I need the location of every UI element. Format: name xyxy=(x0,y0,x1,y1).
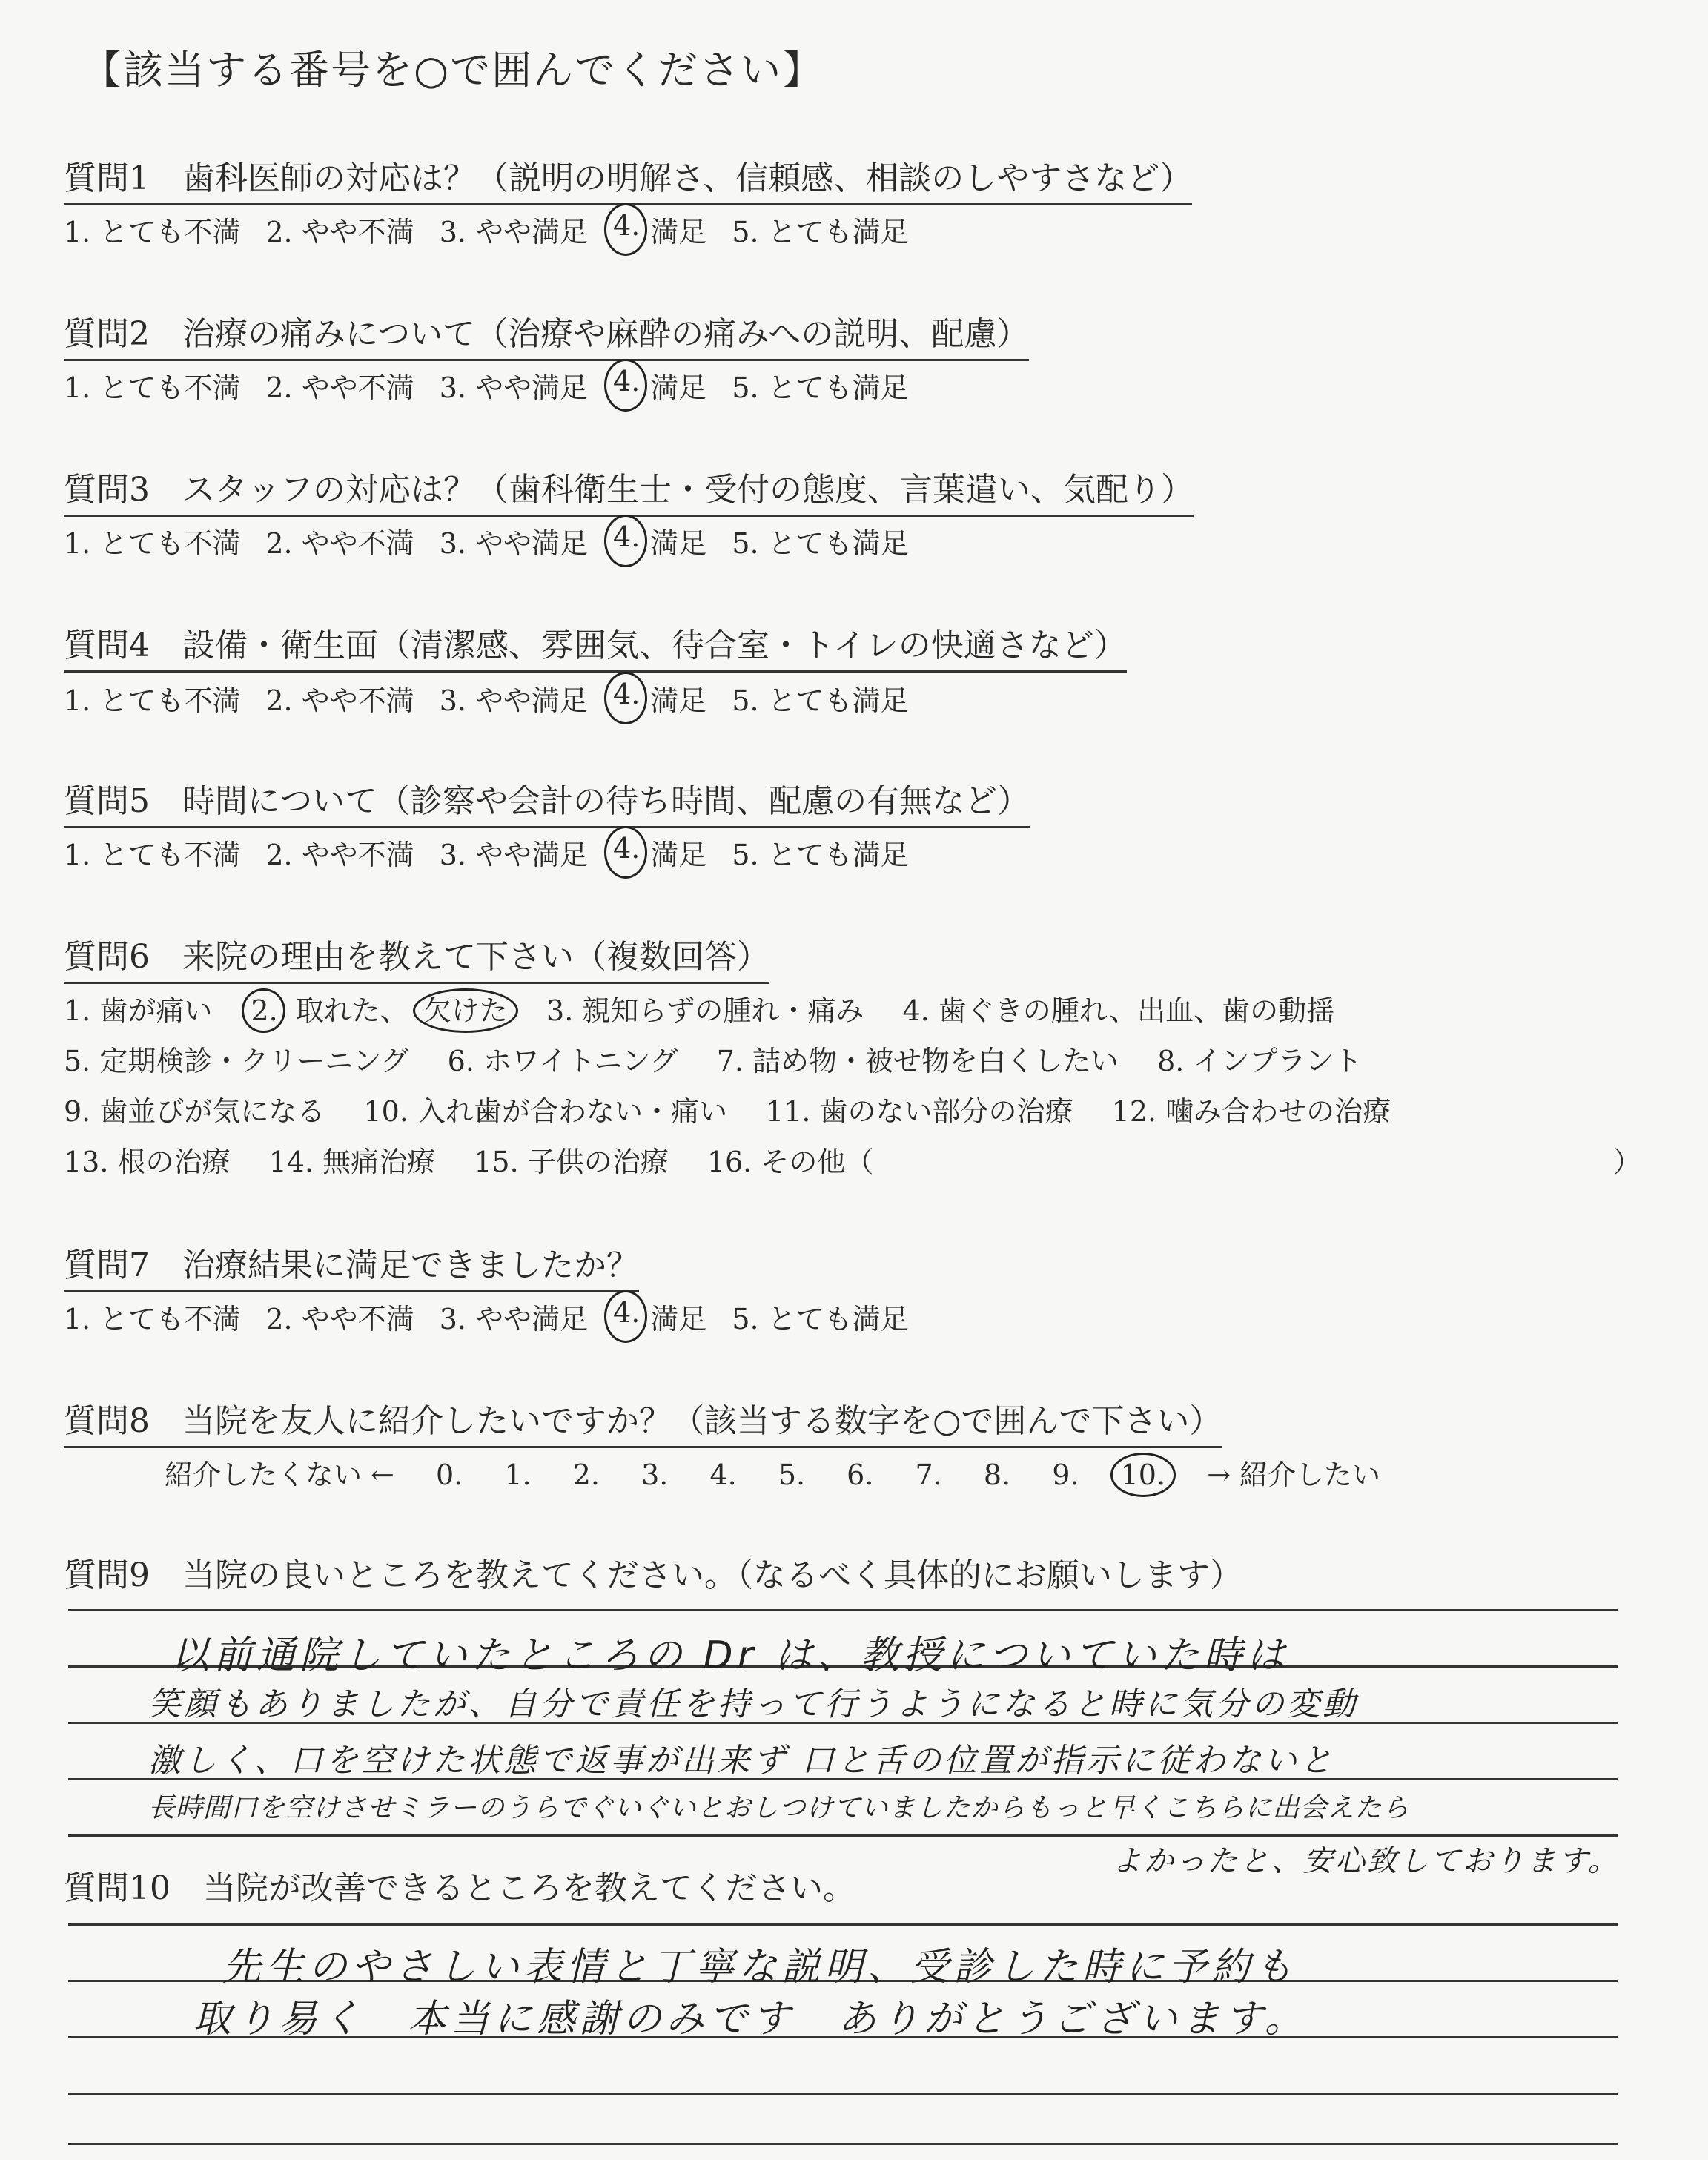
option-5[interactable]: 5. とても満足 xyxy=(732,216,909,248)
option-2[interactable]: 2. やや不満 xyxy=(265,1303,414,1335)
scale-0[interactable]: 0. xyxy=(436,1459,463,1491)
option-2[interactable]: 2. やや不満 xyxy=(265,371,414,404)
reason-2-chipped-circled: 欠けた xyxy=(423,994,508,1027)
page-title: 【該当する番号を○で囲んでください】 xyxy=(82,47,824,93)
option-1[interactable]: 1. とても不満 xyxy=(64,527,241,560)
question-4-heading: 質問4 設備・衛生面（清潔感、雰囲気、待合室・トイレの快適さなど） xyxy=(64,618,1127,673)
option-5[interactable]: 5. とても満足 xyxy=(732,371,909,404)
question-6-row-3 xyxy=(64,1089,1420,1129)
question-4-options xyxy=(64,678,934,719)
reason-12[interactable]: 12. 噛み合わせの治療 xyxy=(1111,1095,1391,1128)
scale-4[interactable]: 4. xyxy=(709,1459,737,1491)
option-4-circled[interactable]: 4. xyxy=(613,521,640,561)
option-1[interactable]: 1. とても不満 xyxy=(64,1303,241,1335)
option-3[interactable]: 3. やや満足 xyxy=(439,684,589,717)
option-2[interactable]: 2. やや不満 xyxy=(265,527,414,560)
question-5-heading: 質問5 時間について（診察や会計の待ち時間、配慮の有無など） xyxy=(64,774,1030,828)
scale-9[interactable]: 9. xyxy=(1052,1459,1079,1491)
option-2[interactable]: 2. やや不満 xyxy=(265,839,414,871)
reason-7[interactable]: 7. 詰め物・被せ物を白くしたい xyxy=(716,1045,1119,1077)
reason-3[interactable]: 3. 親知らずの腫れ・痛み xyxy=(546,994,864,1027)
option-3[interactable]: 3. やや満足 xyxy=(439,371,589,404)
question-6-row-4 xyxy=(64,1139,903,1180)
question-7-heading: 質問7 治療結果に満足できましたか？ xyxy=(64,1238,639,1292)
option-2[interactable]: 2. やや不満 xyxy=(265,216,414,248)
question-10-heading: 質問10 当院が改善できるところを教えてください。 xyxy=(64,1869,855,1907)
q10-handwriting-line-1: 先生のやさしい表情と丁寧な説明、受診した時に予約も xyxy=(222,1945,1298,1989)
option-4-circled[interactable]: 4. xyxy=(613,209,640,250)
option-4-label: 満足 xyxy=(650,527,707,560)
q9-handwriting-line-2: 笑顔もありましたが、自分で責任を持って行うようになると時に気分の変動 xyxy=(148,1685,1358,1723)
reason-4[interactable]: 4. 歯ぐきの腫れ、出血、歯の動揺 xyxy=(902,994,1335,1027)
option-1[interactable]: 1. とても不満 xyxy=(64,684,241,717)
option-3[interactable]: 3. やや満足 xyxy=(439,839,589,871)
option-4-circled[interactable]: 4. xyxy=(613,365,640,406)
option-3[interactable]: 3. やや満足 xyxy=(439,1303,589,1335)
option-3[interactable]: 3. やや満足 xyxy=(439,216,589,248)
q9-handwriting-line-4: 長時間口を空けさせミラーのうらでぐいぐいとおしつけていましたからもっと早くこちらに出会えたら xyxy=(148,1793,1410,1823)
reason-6[interactable]: 6. ホワイトニング xyxy=(447,1045,678,1077)
answer-line xyxy=(68,1834,1618,1837)
option-2[interactable]: 2. やや不満 xyxy=(265,684,414,717)
q9-handwriting-line-3: 激しく、口を空けた状態で返事が出来ず 口と舌の位置が指示に従わないと xyxy=(148,1742,1336,1780)
reason-8[interactable]: 8. インプラント xyxy=(1157,1045,1363,1077)
option-4-circled[interactable]: 4. xyxy=(613,832,640,873)
option-4-label: 満足 xyxy=(650,371,707,404)
reason-15[interactable]: 15. 子供の治療 xyxy=(474,1146,669,1178)
option-4-label: 満足 xyxy=(650,216,707,248)
scale-left-label: 紹介したくない ← xyxy=(165,1459,394,1491)
option-4-label: 満足 xyxy=(650,839,707,871)
scale-2[interactable]: 2. xyxy=(572,1459,600,1491)
scale-10-circled[interactable]: 10. xyxy=(1120,1459,1166,1491)
reason-2-label: 取れた、 xyxy=(295,994,408,1027)
question-8-heading: 質問8 当院を友人に紹介したいですか？（該当する数字を○で囲んで下さい） xyxy=(64,1394,1222,1448)
question-7-options xyxy=(64,1296,934,1337)
option-4-circled[interactable]: 4. xyxy=(613,1296,640,1337)
option-5[interactable]: 5. とても満足 xyxy=(732,839,909,871)
answer-line xyxy=(68,1609,1618,1611)
q9-handwriting-line-5: よかったと、安心致しております。 xyxy=(1112,1844,1620,1878)
option-1[interactable]: 1. とても不満 xyxy=(64,216,241,248)
question-1-options xyxy=(64,209,934,250)
question-1-heading: 質問1 歯科医師の対応は？（説明の明解さ、信頼感、相談のしやすさなど） xyxy=(64,151,1192,205)
option-4-circled[interactable]: 4. xyxy=(613,678,640,719)
scale-7[interactable]: 7. xyxy=(915,1459,942,1491)
question-2-options xyxy=(64,365,934,406)
question-6-row-1 xyxy=(64,988,1364,1028)
answer-line xyxy=(68,2093,1618,2095)
option-4-label: 満足 xyxy=(650,1303,707,1335)
option-5[interactable]: 5. とても満足 xyxy=(732,1303,909,1335)
option-1[interactable]: 1. とても不満 xyxy=(64,371,241,404)
scale-right-label: → 紹介したい xyxy=(1207,1459,1381,1491)
scale-1[interactable]: 1. xyxy=(504,1459,532,1491)
question-3-heading: 質問3 スタッフの対応は？（歯科衛生士・受付の態度、言葉遣い、気配り） xyxy=(64,463,1194,517)
question-6-heading: 質問6 来院の理由を教えて下さい（複数回答） xyxy=(64,930,769,984)
reason-2-circled[interactable]: 2. xyxy=(251,994,278,1027)
reason-9[interactable]: 9. 歯並びが気になる xyxy=(64,1095,325,1128)
question-6-row-2 xyxy=(64,1038,1391,1079)
reason-10[interactable]: 10. 入れ歯が合わない・痛い xyxy=(363,1095,727,1128)
scale-3[interactable]: 3. xyxy=(641,1459,669,1491)
q9-handwriting-line-1: 以前通院していたところの Dr は、教授についていた時は xyxy=(171,1634,1290,1678)
question-2-heading: 質問2 治療の痛みについて（治療や麻酔の痛みへの説明、配慮） xyxy=(64,307,1029,361)
recommend-scale xyxy=(165,1452,1413,1493)
option-5[interactable]: 5. とても満足 xyxy=(732,684,909,717)
reason-5[interactable]: 5. 定期検診・クリーニング xyxy=(64,1045,409,1077)
reason-1[interactable]: 1. 歯が痛い xyxy=(64,994,213,1027)
scale-8[interactable]: 8. xyxy=(983,1459,1011,1491)
answer-line xyxy=(68,1923,1618,1926)
reason-14[interactable]: 14. 無痛治療 xyxy=(268,1146,436,1178)
question-9-heading: 質問9 当院の良いところを教えてください。（なるべく具体的にお願いします） xyxy=(64,1556,1242,1594)
option-4-label: 満足 xyxy=(650,684,707,717)
q10-handwriting-line-2: 取り易く 本当に感謝のみです ありがとうございます。 xyxy=(193,1997,1308,2041)
reason-11[interactable]: 11. 歯のない部分の治療 xyxy=(766,1095,1073,1128)
option-5[interactable]: 5. とても満足 xyxy=(732,527,909,560)
reason-16[interactable]: 16. その他（ xyxy=(706,1146,874,1178)
option-3[interactable]: 3. やや満足 xyxy=(439,527,589,560)
question-3-options xyxy=(64,521,934,561)
option-1[interactable]: 1. とても不満 xyxy=(64,839,241,871)
scale-6[interactable]: 6. xyxy=(847,1459,874,1491)
reason-13[interactable]: 13. 根の治療 xyxy=(64,1146,231,1178)
scale-5[interactable]: 5. xyxy=(778,1459,806,1491)
answer-line xyxy=(68,2143,1618,2145)
question-5-options xyxy=(64,832,934,873)
reason-16-close-paren: ） xyxy=(1613,1146,1642,1178)
